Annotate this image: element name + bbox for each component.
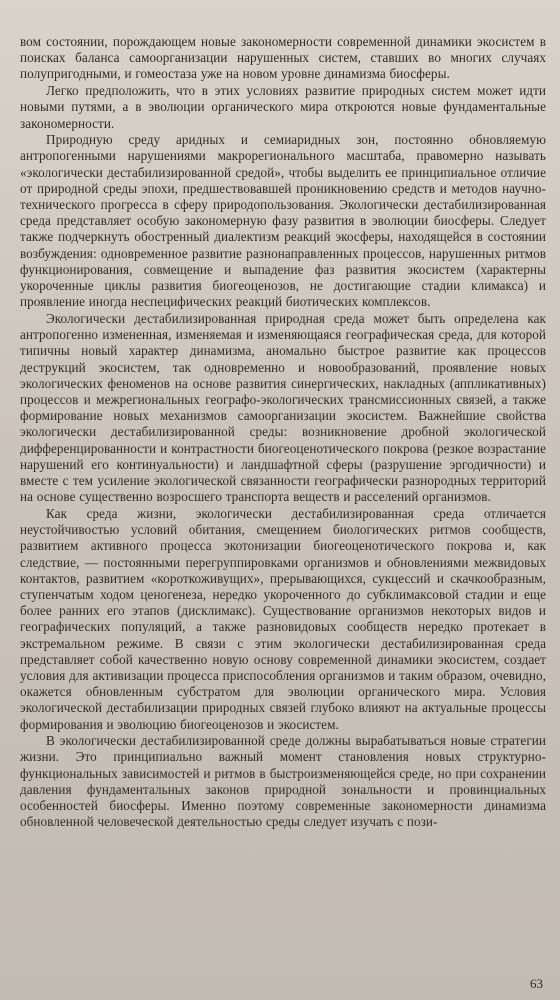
paragraph: Природную среду аридных и семиаридных зон, постоянно обновляемую антропогенными нарушениями макрорегионального масштаба, правомерно называть «экологически дестабилизированной средой», чтобы выделить ее принципиальное отличие от природной среды эпохи, предшествовавшей проникновению средств и методов научно-технического прогресса в сферу природопользования. Экологически дестабилизированная среда представляет особую закономерную фазу развития в эволюции биосферы. Следует также подчеркнуть обостренный диалектизм реакций экосферы, находящейся в состоянии возбуждения: одновременное развитие разнонаправленных процессов, нарушенных ритмов функционирования, совмещение и выпадение фаз развития экосистем (характерны укороченные циклы развития биогеоценозов, не достигающие стадии климакса) и проявление иногда неспецифических реакций биотических комплексов. bbox=[20, 132, 546, 310]
paragraph: Экологически дестабилизированная природная среда может быть определена как антропогенно измененная, изменяемая и изменяющаяся географическая среда, для которой типичны новый характер динамизма, аномально быстрое развитие как процессов деструкций экосистем, так одновременно и новообразований, проявление новых экологических феноменов на основе развития синергических, накладных (аппликативных) процессов и межрегиональных географо-экологических трансмиссионных связей, а также формирование новых механизмов самоорганизации экосистем. Важнейшие свойства экологически дестабилизированной среды: возникновение дробной экологической дифференцированности и контрастности биогеоценотического покрова (резкое возрастание нарушений его континуальности) и ландшафтной сферы (разрушение эргодичности) и вместе с тем усиление экологической связанности географически разнородных территорий на основе существенно возросшего транспорта веществ и расселений организмов. bbox=[20, 310, 546, 505]
paragraph-continuation: вом состоянии, порождающем новые закономерности современной динамики экосистем в поисках баланса самоорганизации нарушенных систем, ставших во многих случаях полупригодными, и гомеостаза уже на новом уровне динамизма биосферы. bbox=[20, 34, 546, 82]
paragraph: Легко предположить, что в этих условиях развитие природных систем может идти новыми путями, а в эволюции органического мира откроются новые фундаментальные закономерности. bbox=[20, 83, 546, 131]
body-text bbox=[20, 34, 546, 830]
page-number: 63 bbox=[530, 976, 543, 991]
paragraph: В экологически дестабилизированной среде должны вырабатываться новые стратегии жизни. Это принципиально важный момент становления новых структурно-функциональных зависимостей и ритмов в быстроизменяющейся среде, но при сохранении давления фундаментальных законов природной зональности и провинциальных особенностей биосферы. Именно поэтому современные закономерности динамизма обновленной человеческой деятельностью среды следует изучать с пози- bbox=[20, 733, 546, 830]
paragraph: Как среда жизни, экологически дестабилизированная среда отличается неустойчивостью условий обитания, смещением биологических ритмов сообществ, развитием активного процесса экотонизации биогеоценотического покрова и, как следствие, — постоянными перегруппировками организмов и обновлениями межвидовых контактов, развитием «короткоживущих», прерывающихся, сукцессий и скачкообразным, ступенчатым ходом ценогенеза, нередко укороченного до субклимаксовой стадии и еще более ранних его этапов (дисклимакс). Существование организмов некоторых видов и географических популяций, а также разновидовых сообществ нередко протекает в экстремальном режиме. В связи с этим экологически дестабилизированная среда представляет собой качественно новую основу современной динамики экосистем, создает условия для активизации процесса приспособления организмов и таким образом, очевидно, окажется обновленным субстратом для эволюции органического мира. Условия экологической дестабилизации природных связей глубоко влияют на актуальные процессы формирования и эволюцию биогеоценозов и экосистем. bbox=[20, 505, 546, 732]
